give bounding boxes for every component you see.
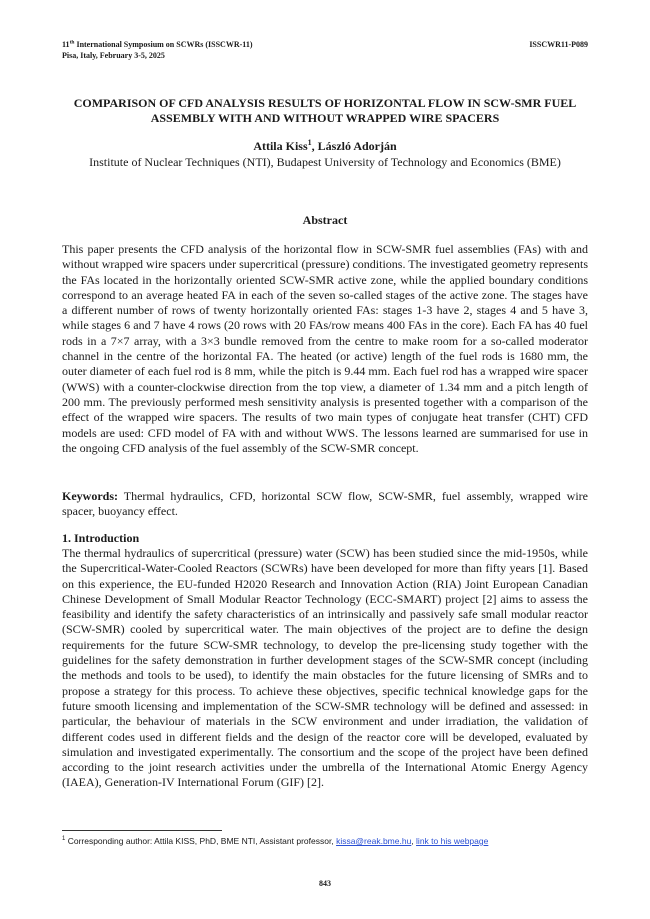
footnote-divider: [62, 830, 222, 831]
keywords: [62, 489, 588, 520]
author-rest: , László Adorján: [311, 139, 397, 153]
section-heading-introduction: 1. Introduction: [62, 531, 140, 545]
keywords-text: Thermal hydraulics, CFD, horizontal SCW flow, SCW-SMR, fuel assembly, wrapped wire spacer, buoyancy effect.: [62, 489, 588, 519]
webpage-link[interactable]: link to his webpage: [416, 836, 489, 846]
abstract-text: This paper presents the CFD analysis of the horizontal flow in SCW-SMR fuel assemblies (FAs) with and without wrapped wire spacers under supercritical (pressure) conditions. The investigated geometry represents the FAs located in the horizontally oriented SCW-SMR active zone, while the applied boundary conditions correspond to an average heated FA in each of the seven so-called stages of the active zone. The stages have a different number of rows of twenty horizontally oriented FAs: stages 1-3 have 2, stages 4 and 5 have 3, while stages 6 and 7 have 4 rows (20 rows with 20 FAs/row means 400 FAs in the core). Each FA has 40 fuel rods in a 7×7 array, with a 3×3 bundle removed from the centre to make room for a so-called moderator channel in the centre of the horizontal FA. The heated (or active) length of the fuel rods is 1680 mm, the outer diameter of each fuel rod is 8 mm, while the pitch is 9.44 mm. Each fuel rod has a wrapped wire spacer (WWS) with a counter-clockwise direction from the top view, a diameter of 1.34 mm and a pitch length of 200 mm. The previously performed mesh sensitivity analysis is presented together with a comparison of the effect of the wrapped wire spacers. The results of two main types of conjugate heat transfer (CHT) CFD models are used: CFD model of FA with and without WWS. The lessons learned are summarised for use in the ongoing CFD analysis of the fuel assembly of the SCW-SMR concept.: [62, 242, 588, 455]
footnote-number: 1: [62, 836, 66, 843]
email-link[interactable]: kissa@reak.bme.hu: [336, 836, 412, 846]
authors: [62, 139, 588, 154]
introduction-text: The thermal hydraulics of supercritical (pressure) water (SCW) has been studied since the mid-1950s, while the Supercritical-Water-Cooled Reactors (SCWRs) have been developed for more than fifty years [1]. Based on this experience, the EU-funded H2020 Research and Innovation Action (RIA) Joint European Canadian Chinese Development of Small Modular Reactor Technology (ECC-SMART) project [2] aims to assess the feasibility and identify the safety characteristics of an intrinsically and passively safe small modular reactor (SCW-SMR) cooled by supercritical water. The main objectives of the project are to define the design requirements for the future SCW-SMR technology, to develop the pre-licensing study together with the guidelines for the safety demonstration in further development stages of the SCW-SMR concept (including the methods and tools to be used), to identify the main obstacles for the future licensing of SMRs and to propose a strategy for this process. To achieve these objectives, specific technical knowledge gaps for the future smooth licensing and implementation of the SCW-SMR technology will be defined and assessed: in particular, the behaviour of materials in the SCW environment and under irradiation, the validation of different codes used in different fields and the design of the reactor core will be developed, evaluated by simulation and investigated experimentally. The consortium and the scope of the project have been defined according to the joint research activities under the umbrella of the International Atomic Energy Agency (IAEA), Generation-IV International Forum (GIF) [2].: [62, 546, 588, 790]
conference-ordinal: th: [69, 39, 75, 46]
abstract-heading: Abstract: [302, 213, 348, 227]
author-first: Attila Kiss: [253, 139, 308, 153]
footnote: [62, 835, 488, 847]
conference-number: 11: [62, 40, 70, 49]
affiliation: Institute of Nuclear Techniques (NTI), Budapest University of Technology and Economics (BME): [89, 155, 561, 169]
keywords-label: Keywords:: [62, 489, 118, 503]
footnote-text: Corresponding author: Attila KISS, PhD, BME NTI, Assistant professor,: [65, 836, 337, 846]
paper-title: COMPARISON OF CFD ANALYSIS RESULTS OF HORIZONTAL FLOW IN SCW-SMR FUEL ASSEMBLY WITH AND WITHOUT WRAPPED WIRE SPACERS: [73, 96, 577, 125]
page-number: 843: [319, 879, 331, 888]
paper-id: ISSCWR11-P089: [529, 40, 588, 49]
conference-name: [62, 39, 252, 50]
conference-header: [62, 39, 252, 61]
footnote-separator: ,: [411, 836, 417, 846]
footnote-marker: 1: [307, 138, 312, 147]
conference-title: International Symposium on SCWRs (ISSCWR-11): [74, 40, 253, 49]
conference-location: Pisa, Italy, February 3-5, 2025: [62, 51, 165, 60]
